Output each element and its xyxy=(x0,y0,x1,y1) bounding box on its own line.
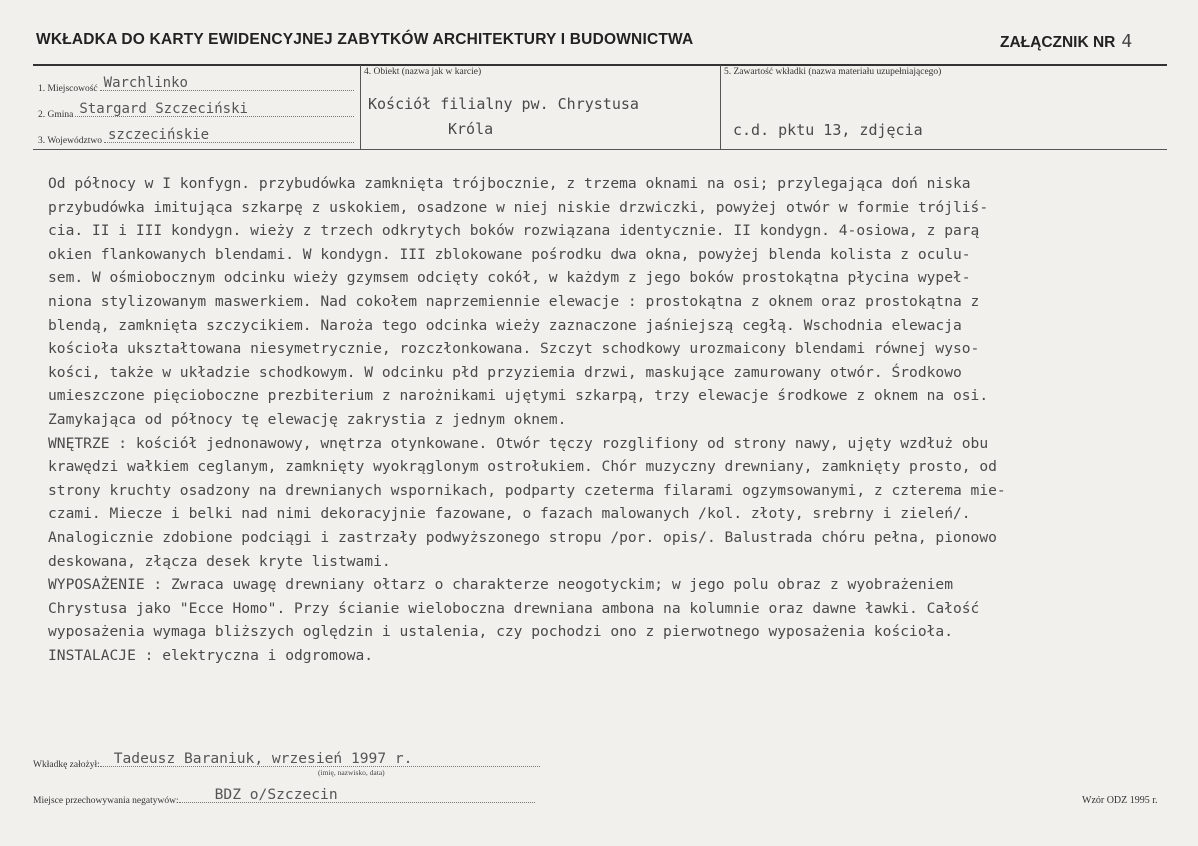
contents-value: c.d. pktu 13, zdjęcia xyxy=(733,121,923,139)
description-line: krawędzi wałkiem ceglanym, zamknięty wyokrąglonym ostrołukiem. Chór muzyczny drewniany, zamknięty prosto, od xyxy=(48,458,997,476)
description-line: wyposażenia wymaga bliższych oględzin i ustalenia, czy pochodzi ono z pierwotnego wyposażenia kościoła. xyxy=(48,623,953,641)
description-line: kości, także w układzie schodkowym. W odcinku płd przyziemia drzwi, maskujące zamurowany otwór. Środkowo xyxy=(48,363,962,381)
description-line: czami. Miecze i belki nad nimi dekoracyjnie fazowane, o fazach malowanych /kol. złoty, srebrny i zieleń/. xyxy=(48,505,971,523)
description-line: WYPOSAŻENIE : Zwraca uwagę drewniany ołtarz o charakterze neogotyckim; w jego polu obraz z wyobrażeniem xyxy=(48,576,953,594)
object-label: 4. Obiekt (nazwa jak w karcie) xyxy=(364,67,482,77)
object-name-line1: Kościół filialny pw. Chrystusa xyxy=(368,95,639,113)
description-line: Analogicznie zdobione podciągi i zastrzały podwyższonego stropu /por. opis/. Balustrada chóru pełna, pionowo xyxy=(48,528,997,546)
attachment-label: ZAŁĄCZNIK NR xyxy=(1000,34,1116,51)
description-line: umieszczone pięcioboczne prezbiterium z narożnikami ujętymi szkarpą, trzy elewacje środkowe z oknem na osi. xyxy=(48,387,989,405)
locality-field xyxy=(38,75,354,94)
voivodeship-value: szczecińskie xyxy=(107,127,210,143)
header-rule xyxy=(33,149,1167,150)
description-line: cia. II i III kondygn. wieży z trzech odkrytych boków rozwiązana identycznie. II kondygn. 4-osiowa, z parą xyxy=(48,222,980,240)
template-version: Wzór ODZ 1995 r. xyxy=(1082,795,1158,806)
attachment-number: 4 xyxy=(1121,31,1133,52)
description-body xyxy=(48,172,1158,667)
description-line: kościoła ukształtowana niesymetrycznie, rozczłonkowana. Szczyt schodkowy urozmaicony blendami równej wyso- xyxy=(48,340,980,358)
description-line: Zamykająca od północy tę elewację zakrystia z jednym oknem. xyxy=(48,410,567,428)
description-line: niona stylizowanym maswerkiem. Nad cokołem naprzemiennie elewacje : prostokątna z oknem oraz prostokątna z xyxy=(48,292,980,310)
description-line: deskowana, złącza desek kryte listwami. xyxy=(48,552,391,570)
author-label: Wkładkę założył: xyxy=(33,760,100,770)
voivodeship-label: 3. Województwo xyxy=(38,136,102,146)
attachment-heading xyxy=(1000,31,1132,52)
voivodeship-field xyxy=(38,127,354,146)
object-name-line2: Króla xyxy=(448,120,494,138)
description-line: okien flankowanych blendami. W kondygn. III zblokowane pośrodku dwa okna, powyżej blenda kolista z oculu- xyxy=(48,245,971,263)
document-title: WKŁADKA DO KARTY EWIDENCYJNEJ ZABYTKÓW ARCHITEKTURY I BUDOWNICTWA xyxy=(36,31,694,48)
description-line: blendą, zamknięta szczycikiem. Naroża tego odcinka wieży zaznaczone jaśniejszą cegłą. Wschodnia elewacja xyxy=(48,316,962,334)
negatives-row xyxy=(33,786,535,806)
column-divider-2 xyxy=(720,65,721,149)
description-line: strony kruchty osadzony na drewnianych wspornikach, podparty czeterma filarami ogzymsowanymi, z czterema mie- xyxy=(48,481,1006,499)
description-line: Chrystusa jako "Ecce Homo". Przy ścianie wieloboczna drewniana ambona na kolumnie oraz dawne ławki. Całość xyxy=(48,599,980,617)
description-line: INSTALACJE : elektryczna i odgromowa. xyxy=(48,646,374,664)
locality-label: 1. Miejscowość xyxy=(38,84,98,94)
description-line: Od północy w I konfygn. przybudówka zamknięta trójbocznie, z trzema oknami na osi; przylegająca doń niska xyxy=(48,175,971,192)
description-line: WNĘTRZE : kościół jednonawowy, wnętrza otynkowane. Otwór tęczy rozglifiony od strony nawy, ujęty wzdłuż obu xyxy=(48,434,989,452)
top-rule xyxy=(33,64,1167,66)
author-value: Tadeusz Baraniuk, wrzesień 1997 r. xyxy=(113,750,413,767)
locality-value: Warchlinko xyxy=(103,75,188,91)
commune-field xyxy=(38,101,354,120)
author-row xyxy=(33,750,540,770)
contents-label: 5. Zawartość wkładki (nazwa materiału uzupełniającego) xyxy=(724,67,942,77)
negatives-label: Miejsce przechowywania negatywów: xyxy=(33,796,179,806)
author-caption: (imię, nazwisko, data) xyxy=(318,768,385,777)
column-divider-1 xyxy=(360,65,361,149)
description-line: sem. W ośmiobocznym odcinku wieży gzymsem odcięty cokół, w każdym z jego boków prostokątna płycina wypeł- xyxy=(48,269,971,287)
commune-value: Stargard Szczeciński xyxy=(79,101,248,117)
negatives-value: BDZ o/Szczecin xyxy=(214,786,338,803)
commune-label: 2. Gmina xyxy=(38,110,74,120)
description-line: przybudówka imitująca szkarpę z uskokiem, osadzone w niej niskie drzwiczki, powyżej otwór w formie trójliś- xyxy=(48,198,989,216)
